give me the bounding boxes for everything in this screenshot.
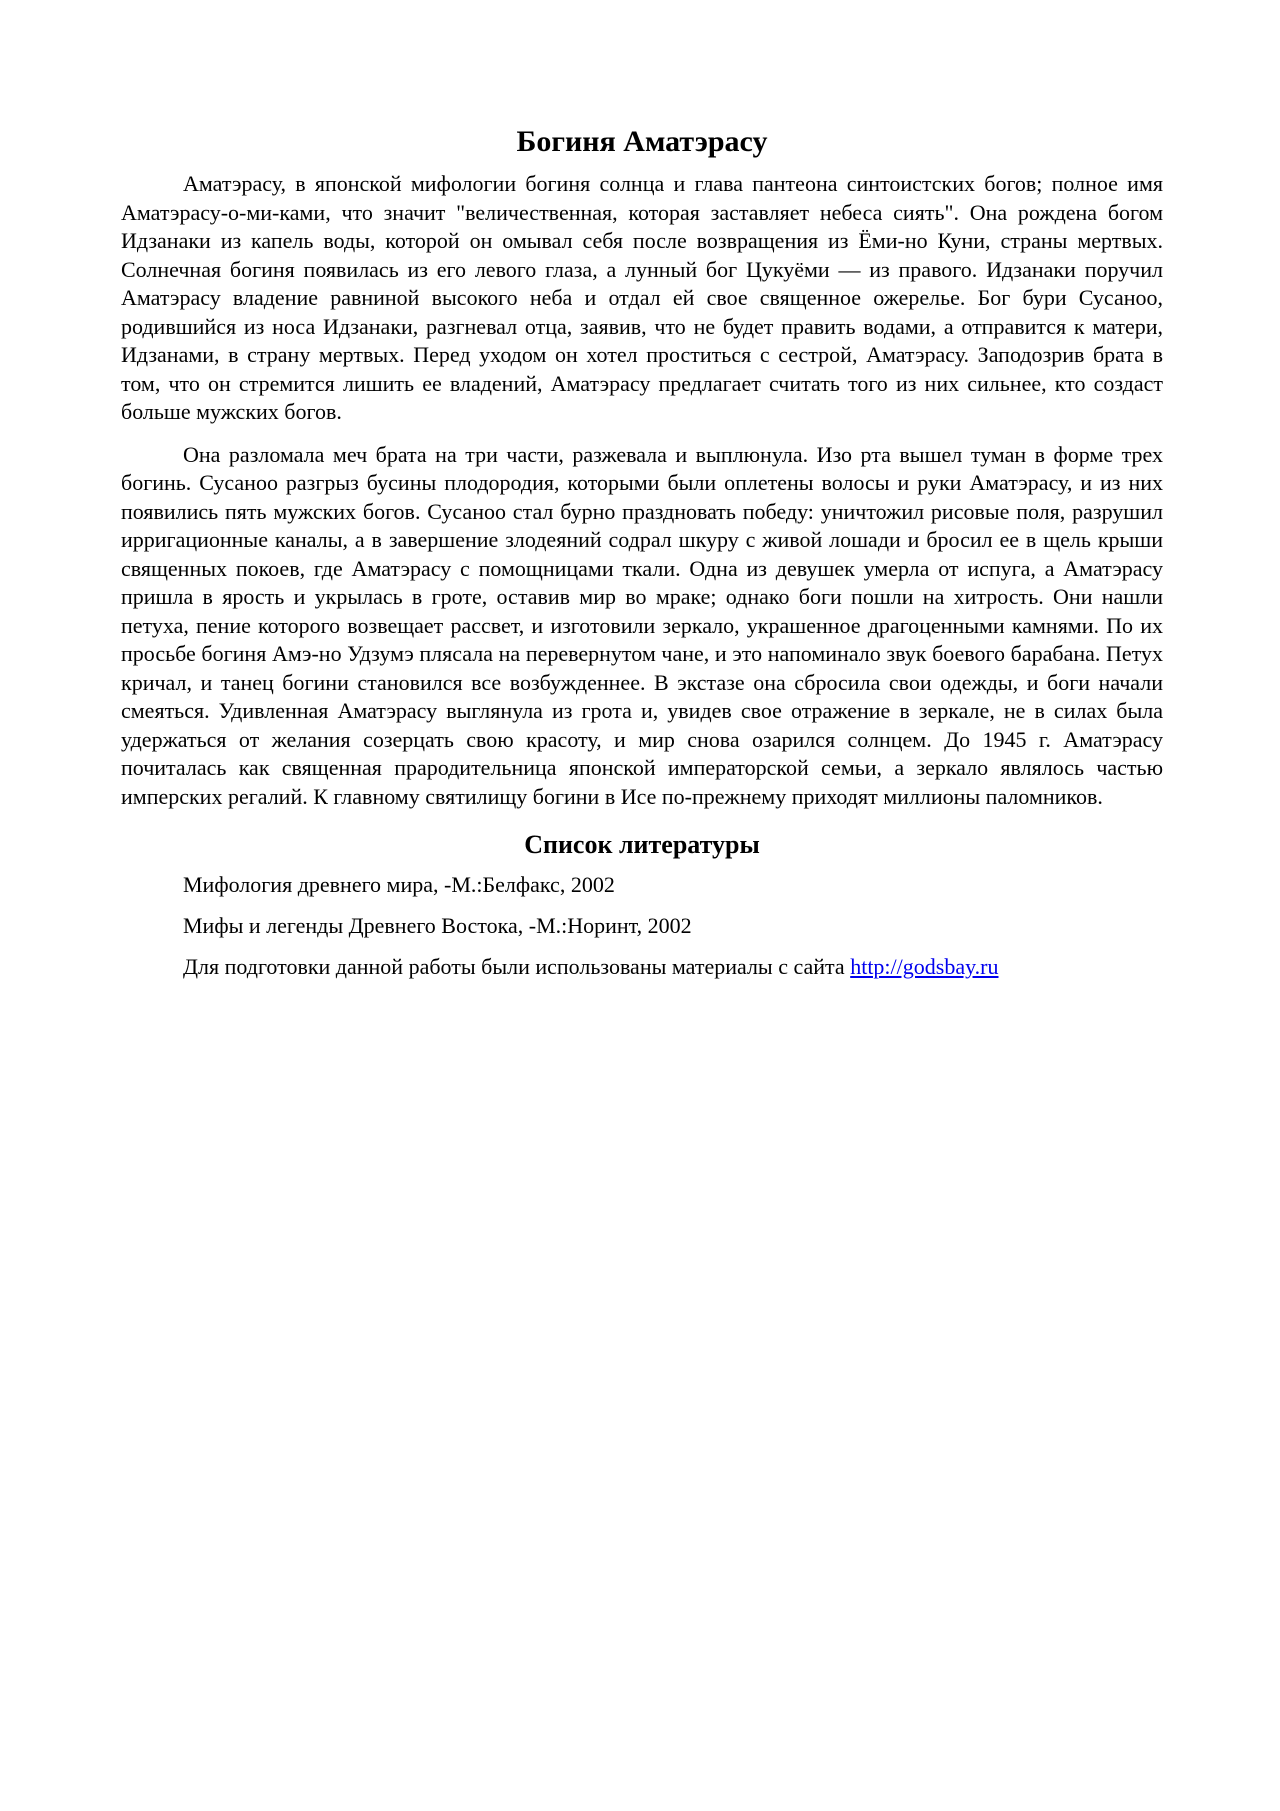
page-title: Богиня Аматэрасу — [516, 125, 768, 158]
reference-item-1: Мифология древнего мира, -М.:Белфакс, 2002 — [183, 872, 615, 897]
reference-item-2: Мифы и легенды Древнего Востока, -М.:Норинт, 2002 — [183, 913, 692, 938]
references-title: Список литературы — [524, 830, 760, 859]
source-prefix-text: Для подготовки данной работы были использованы материалы с сайта — [183, 954, 851, 979]
body-paragraph-1: Аматэрасу, в японской мифологии богиня солнца и глава пантеона синтоистских богов; полное имя Аматэрасу-о-ми-ками, что значит "величественная, которая заставляет небеса сиять". Она рождена богом Идзанаки из капель воды, которой он омывал себя после возвращения из Ёми-но Куни, страны мертвых. Солнечная богиня появилась из его левого глаза, а лунный бог Цукуёми — из правого. Идзанаки поручил Аматэрасу владение равниной высокого неба и отдал ей свое священное ожерелье. Бог бури Сусаноо, родившийся из носа Идзанаки, разгневал отца, заявив, что не будет править водами, а отправится к матери, Идзанами, в страну мертвых. Перед уходом он хотел проститься с сестрой, Аматэрасу. Заподозрив брата в том, что он стремится лишить ее владений, Аматэрасу предлагает считать того из них сильнее, кто создаст больше мужских богов. — [121, 171, 1163, 424]
reference-source-line — [121, 953, 1163, 981]
body-paragraph-2: Она разломала меч брата на три части, разжевала и выплюнула. Изо рта вышел туман в форме трех богинь. Сусаноо разгрыз бусины плодородия, которыми были оплетены волосы и руки Аматэрасу, и из них появились пять мужских богов. Сусаноо стал бурно праздновать победу: уничтожил рисовые поля, разрушил ирригационные каналы, а в завершение злодеяний содрал шкуру с живой лошади и бросил ее в щель крыши священных покоев, где Аматэрасу с помощницами ткали. Одна из девушек умерла от испуга, а Аматэрасу пришла в ярость и укрылась в гроте, оставив мир во мраке; однако боги пошли на хитрость. Они нашли петуха, пение которого возвещает рассвет, и изготовили зеркало, украшенное драгоценными камнями. По их просьбе богиня Амэ-но Удзумэ плясала на перевернутом чане, и это напоминало звук боевого барабана. Петух кричал, и танец богини становился все возбужденнее. В экстазе она сбросила свои одежды, и боги начали смеяться. Удивленная Аматэрасу выглянула из грота и, увидев свое отражение в зеркале, не в силах была удержаться от желания созерцать свою красоту, и мир снова озарился солнцем. До 1945 г. Аматэрасу почиталась как священная прародительница японской императорской семьи, а зеркало являлось частью имперских регалий. К главному святилищу богини в Исе по-прежнему приходят миллионы паломников. — [121, 441, 1163, 809]
document-page — [121, 118, 1163, 994]
source-link[interactable]: http://godsbay.ru — [850, 954, 999, 979]
references-list — [121, 871, 1163, 981]
